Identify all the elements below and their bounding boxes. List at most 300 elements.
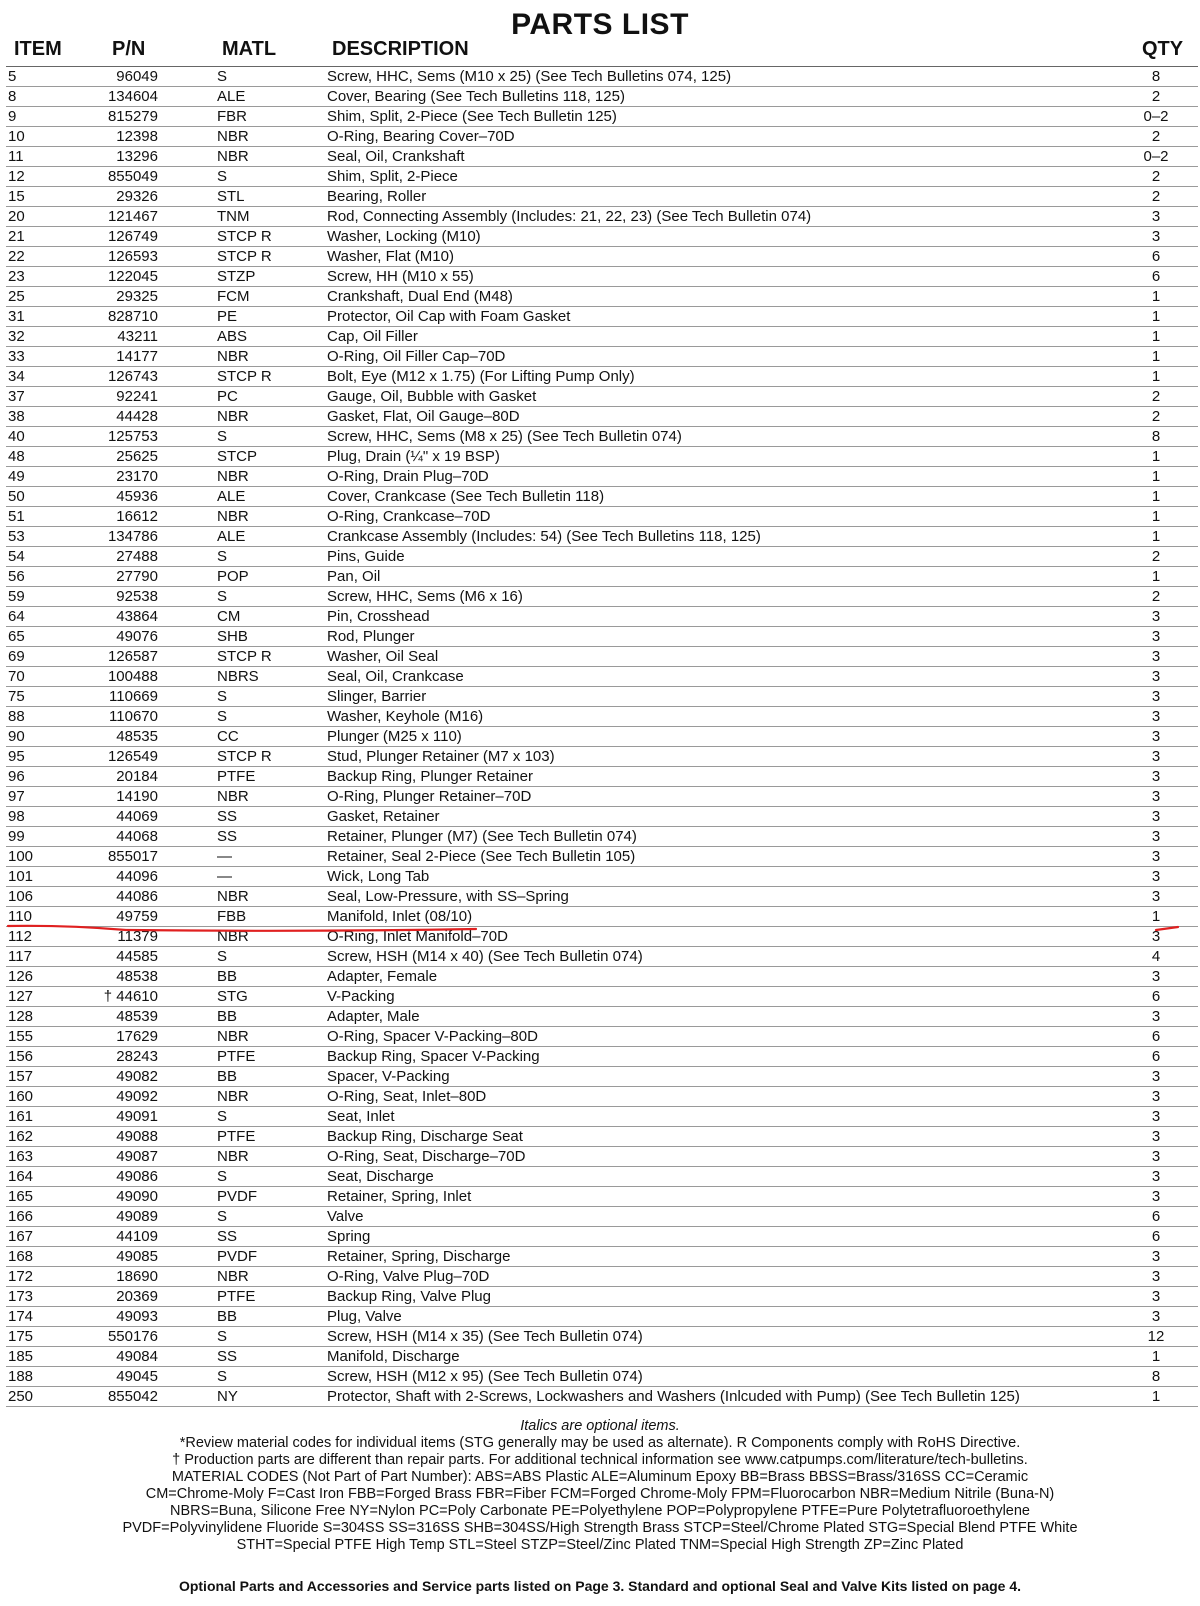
description: Cover, Bearing (See Tech Bulletins 118, 125) bbox=[327, 88, 625, 105]
material-code: STG bbox=[217, 988, 248, 1005]
item-number: 49 bbox=[8, 468, 25, 485]
part-number: 43864 bbox=[116, 608, 158, 625]
description: O-Ring, Valve Plug–70D bbox=[327, 1268, 490, 1285]
description: Protector, Oil Cap with Foam Gasket bbox=[327, 308, 571, 325]
table-row bbox=[6, 887, 1198, 907]
part-number: 110670 bbox=[109, 708, 158, 725]
quantity: 2 bbox=[1151, 388, 1161, 405]
quantity: 1 bbox=[1151, 1348, 1161, 1365]
quantity: 3 bbox=[1151, 1168, 1161, 1185]
part-number: 49090 bbox=[116, 1188, 158, 1205]
material-code: ALE bbox=[217, 88, 246, 105]
table-row bbox=[6, 427, 1198, 447]
item-number: 163 bbox=[8, 1148, 34, 1165]
item-number: 250 bbox=[8, 1388, 34, 1405]
quantity: 3 bbox=[1151, 808, 1161, 825]
quantity: 3 bbox=[1151, 628, 1161, 645]
item-number: 168 bbox=[8, 1248, 34, 1265]
part-number: 44086 bbox=[116, 888, 158, 905]
part-number: 92241 bbox=[116, 388, 158, 405]
description: Screw, HHC, Sems (M6 x 16) bbox=[327, 588, 523, 605]
quantity: 2 bbox=[1151, 408, 1161, 425]
part-number: 126749 bbox=[107, 228, 158, 245]
table-row bbox=[6, 1387, 1198, 1407]
quantity: 3 bbox=[1151, 1108, 1161, 1125]
quantity: 12 bbox=[1147, 1328, 1165, 1345]
table-row bbox=[6, 467, 1198, 487]
description: O-Ring, Seat, Discharge–70D bbox=[327, 1148, 526, 1165]
quantity: 3 bbox=[1151, 848, 1161, 865]
item-number: 174 bbox=[8, 1308, 34, 1325]
item-number: 20 bbox=[8, 208, 25, 225]
item-number: 23 bbox=[8, 268, 25, 285]
description: Washer, Locking (M10) bbox=[327, 228, 481, 245]
item-number: 100 bbox=[8, 848, 34, 865]
part-number: 49093 bbox=[116, 1308, 158, 1325]
material-code: NBR bbox=[217, 928, 249, 945]
table-row bbox=[6, 587, 1198, 607]
quantity: 1 bbox=[1151, 908, 1161, 925]
material-code: S bbox=[217, 1328, 228, 1345]
table-row bbox=[6, 787, 1198, 807]
item-number: 65 bbox=[8, 628, 25, 645]
table-row bbox=[6, 127, 1198, 147]
description: Retainer, Plunger (M7) (See Tech Bulletin 074) bbox=[327, 828, 637, 845]
material-code: NBR bbox=[217, 348, 249, 365]
material-code: PTFE bbox=[217, 1048, 256, 1065]
item-number: 117 bbox=[8, 948, 32, 965]
part-number: 44069 bbox=[116, 808, 158, 825]
material-code: NBR bbox=[217, 1088, 249, 1105]
part-number: 44428 bbox=[116, 408, 158, 425]
table-row bbox=[6, 667, 1198, 687]
part-number: 550176 bbox=[107, 1328, 158, 1345]
quantity: 1 bbox=[1151, 528, 1161, 545]
description: O-Ring, Plunger Retainer–70D bbox=[327, 788, 532, 805]
item-number: 38 bbox=[8, 408, 25, 425]
material-code: S bbox=[217, 168, 228, 185]
quantity: 1 bbox=[1151, 348, 1161, 365]
item-number: 95 bbox=[8, 748, 25, 765]
part-number: 126587 bbox=[107, 648, 158, 665]
item-number: 8 bbox=[8, 88, 17, 105]
description: Crankcase Assembly (Includes: 54) (See Tech Bulletins 118, 125) bbox=[327, 528, 761, 545]
item-number: 11 bbox=[8, 148, 24, 165]
material-code: STCP R bbox=[217, 248, 272, 265]
table-row bbox=[6, 807, 1198, 827]
item-number: 101 bbox=[8, 868, 34, 885]
quantity: 1 bbox=[1151, 308, 1161, 325]
material-code: S bbox=[217, 548, 228, 565]
table-row bbox=[6, 67, 1198, 87]
description: Spring bbox=[327, 1228, 371, 1245]
material-code: NBR bbox=[217, 508, 249, 525]
material-code: BB bbox=[217, 1308, 238, 1325]
description: Spacer, V-Packing bbox=[327, 1068, 450, 1085]
material-code: SS bbox=[217, 1228, 238, 1245]
table-row bbox=[6, 1087, 1198, 1107]
quantity: 6 bbox=[1151, 248, 1161, 265]
part-number: 92538 bbox=[116, 588, 158, 605]
material-code: ALE bbox=[217, 488, 246, 505]
material-code: SHB bbox=[217, 628, 248, 645]
part-number: 48539 bbox=[116, 1008, 158, 1025]
description: Bolt, Eye (M12 x 1.75) (For Lifting Pump Only) bbox=[327, 368, 635, 385]
quantity: 6 bbox=[1151, 268, 1161, 285]
table-row bbox=[6, 1147, 1198, 1167]
part-number: 28243 bbox=[116, 1048, 158, 1065]
description: Bearing, Roller bbox=[327, 188, 427, 205]
table-row bbox=[6, 987, 1198, 1007]
part-number: 134786 bbox=[107, 528, 158, 545]
quantity: 3 bbox=[1151, 1008, 1161, 1025]
header-qty: QTY bbox=[1142, 38, 1184, 60]
table-row bbox=[6, 107, 1198, 127]
item-number: 12 bbox=[8, 168, 25, 185]
item-number: 185 bbox=[8, 1348, 34, 1365]
quantity: 3 bbox=[1151, 1248, 1161, 1265]
description: V-Packing bbox=[327, 988, 395, 1005]
part-number: 12398 bbox=[116, 128, 158, 145]
part-number: 122045 bbox=[107, 268, 158, 285]
part-number: 126549 bbox=[107, 748, 158, 765]
part-number: † 44610 bbox=[103, 988, 158, 1005]
part-number: 13296 bbox=[116, 148, 158, 165]
material-code: — bbox=[217, 848, 232, 865]
description: Manifold, Inlet (08/10) bbox=[327, 908, 473, 925]
table-row bbox=[6, 827, 1198, 847]
item-number: 70 bbox=[8, 668, 25, 685]
material-code: TNM bbox=[217, 208, 250, 225]
table-row bbox=[6, 1007, 1198, 1027]
note-line: † Production parts are different than repair parts. For additional technical information see www.catpumps.com/literature/tech-bulletins. bbox=[172, 1452, 1028, 1468]
quantity: 8 bbox=[1151, 68, 1161, 85]
table-row bbox=[6, 1327, 1198, 1347]
material-code: NBR bbox=[217, 1148, 249, 1165]
note-line: PVDF=Polyvinylidene Fluoride S=304SS SS=316SS SHB=304SS/High Strength Brass STCP=Steel/Chrome Plated STG=Special Blend PTFE White bbox=[122, 1520, 1078, 1536]
quantity: 3 bbox=[1151, 1128, 1161, 1145]
description: O-Ring, Inlet Manifold–70D bbox=[327, 928, 508, 945]
item-number: 75 bbox=[8, 688, 25, 705]
table-row bbox=[6, 847, 1198, 867]
item-number: 97 bbox=[8, 788, 25, 805]
item-number: 166 bbox=[8, 1208, 34, 1225]
quantity: 3 bbox=[1151, 608, 1161, 625]
item-number: 34 bbox=[8, 368, 25, 385]
part-number: 29325 bbox=[116, 288, 158, 305]
item-number: 128 bbox=[8, 1008, 34, 1025]
quantity: 1 bbox=[1151, 488, 1161, 505]
material-code: S bbox=[217, 588, 228, 605]
item-number: 90 bbox=[8, 728, 25, 745]
table-row bbox=[6, 307, 1198, 327]
quantity: 3 bbox=[1151, 868, 1161, 885]
material-code: STCP R bbox=[217, 228, 272, 245]
item-number: 99 bbox=[8, 828, 25, 845]
material-code: NBR bbox=[217, 128, 249, 145]
quantity: 6 bbox=[1151, 1228, 1161, 1245]
material-code: STCP R bbox=[217, 368, 272, 385]
material-code: PVDF bbox=[217, 1248, 258, 1265]
description: Adapter, Male bbox=[327, 1008, 420, 1025]
description: O-Ring, Seat, Inlet–80D bbox=[327, 1088, 487, 1105]
quantity: 1 bbox=[1151, 468, 1161, 485]
note-line: *Review material codes for individual items (STG generally may be used as alternate). R Components comply with RoHS Directive. bbox=[179, 1435, 1021, 1451]
item-number: 50 bbox=[8, 488, 25, 505]
part-number: 134604 bbox=[107, 88, 158, 105]
material-code: SS bbox=[217, 828, 238, 845]
material-code: NBR bbox=[217, 888, 249, 905]
part-number: 44585 bbox=[116, 948, 158, 965]
material-code: STL bbox=[217, 188, 245, 205]
part-number: 48538 bbox=[116, 968, 158, 985]
item-number: 172 bbox=[8, 1268, 34, 1285]
item-number: 22 bbox=[8, 248, 25, 265]
part-number: 49088 bbox=[116, 1128, 158, 1145]
material-code: STZP bbox=[217, 268, 256, 285]
material-code: SS bbox=[217, 1348, 238, 1365]
quantity: 2 bbox=[1151, 548, 1161, 565]
table-row bbox=[6, 507, 1198, 527]
part-number: 11379 bbox=[117, 928, 158, 945]
item-number: 155 bbox=[8, 1028, 34, 1045]
material-code: STCP R bbox=[217, 648, 272, 665]
description: Washer, Keyhole (M16) bbox=[327, 708, 484, 725]
table-row bbox=[6, 267, 1198, 287]
header-item: ITEM bbox=[14, 38, 62, 60]
item-number: 162 bbox=[8, 1128, 34, 1145]
material-code: CC bbox=[217, 728, 239, 745]
table-row bbox=[6, 747, 1198, 767]
description: Screw, HHC, Sems (M8 x 25) (See Tech Bulletin 074) bbox=[327, 428, 682, 445]
table-row bbox=[6, 687, 1198, 707]
part-number: 126593 bbox=[107, 248, 158, 265]
description: Backup Ring, Discharge Seat bbox=[327, 1128, 523, 1145]
description: Rod, Connecting Assembly (Includes: 21, 22, 23) (See Tech Bulletin 074) bbox=[327, 208, 812, 225]
description: Protector, Shaft with 2-Screws, Lockwashers and Washers (Inlcuded with Pump) (See Tech Bulletin 125) bbox=[327, 1388, 1020, 1405]
description: Plug, Drain (¼" x 19 BSP) bbox=[327, 448, 500, 465]
table-row bbox=[6, 1267, 1198, 1287]
table-row bbox=[6, 547, 1198, 567]
material-code: FBR bbox=[217, 108, 247, 125]
material-code: NBR bbox=[217, 468, 249, 485]
description: Retainer, Seal 2-Piece (See Tech Bulletin 105) bbox=[327, 848, 636, 865]
table-row bbox=[6, 1247, 1198, 1267]
description: Pin, Crosshead bbox=[327, 608, 430, 625]
description: Seat, Discharge bbox=[327, 1168, 434, 1185]
description: Stud, Plunger Retainer (M7 x 103) bbox=[327, 748, 555, 765]
note-line: NBRS=Buna, Silicone Free NY=Nylon PC=Poly Carbonate PE=Polyethylene POP=Polypropylene PTFE=Pure Polytetrafluoroethylene bbox=[170, 1503, 1030, 1519]
description: Shim, Split, 2-Piece (See Tech Bulletin 125) bbox=[327, 108, 617, 125]
quantity: 1 bbox=[1151, 328, 1161, 345]
quantity: 3 bbox=[1151, 828, 1161, 845]
quantity: 3 bbox=[1151, 1268, 1161, 1285]
item-number: 110 bbox=[8, 908, 32, 925]
quantity: 3 bbox=[1151, 968, 1161, 985]
quantity: 8 bbox=[1151, 1368, 1161, 1385]
item-number: 21 bbox=[8, 228, 25, 245]
part-number: 110669 bbox=[109, 688, 158, 705]
table-row bbox=[6, 1187, 1198, 1207]
note-line: Italics are optional items. bbox=[520, 1418, 680, 1434]
table-row bbox=[6, 1047, 1198, 1067]
note-line: STHT=Special PTFE High Temp STL=Steel STZP=Steel/Zinc Plated TNM=Special High Strength ZP=Zinc Plated bbox=[236, 1537, 964, 1553]
quantity: 1 bbox=[1151, 448, 1161, 465]
item-number: 175 bbox=[8, 1328, 34, 1345]
part-number: 121467 bbox=[107, 208, 158, 225]
item-number: 88 bbox=[8, 708, 25, 725]
table-row bbox=[6, 87, 1198, 107]
material-code: CM bbox=[217, 608, 241, 625]
description: Screw, HH (M10 x 55) bbox=[327, 268, 474, 285]
description: Pins, Guide bbox=[327, 548, 405, 565]
table-row bbox=[6, 627, 1198, 647]
item-number: 156 bbox=[8, 1048, 34, 1065]
description: Screw, HSH (M14 x 35) (See Tech Bulletin 074) bbox=[327, 1328, 643, 1345]
table-row bbox=[6, 487, 1198, 507]
header-matl: MATL bbox=[222, 38, 277, 60]
description: O-Ring, Crankcase–70D bbox=[327, 508, 491, 525]
description: Screw, HHC, Sems (M10 x 25) (See Tech Bulletins 074, 125) bbox=[327, 68, 732, 85]
table-row bbox=[6, 1287, 1198, 1307]
part-number: 43211 bbox=[117, 328, 158, 345]
quantity: 3 bbox=[1151, 1288, 1161, 1305]
parts-table bbox=[6, 67, 1198, 1407]
item-number: 161 bbox=[8, 1108, 34, 1125]
material-code: S bbox=[217, 1368, 228, 1385]
quantity: 6 bbox=[1151, 1028, 1161, 1045]
item-number: 33 bbox=[8, 348, 25, 365]
description: Plug, Valve bbox=[327, 1308, 402, 1325]
description: Crankshaft, Dual End (M48) bbox=[327, 288, 513, 305]
part-number: 25625 bbox=[116, 448, 158, 465]
item-number: 127 bbox=[8, 988, 34, 1005]
description: Backup Ring, Spacer V-Packing bbox=[327, 1048, 540, 1065]
item-number: 157 bbox=[8, 1068, 34, 1085]
quantity: 3 bbox=[1151, 688, 1161, 705]
material-code: S bbox=[217, 428, 228, 445]
material-code: PTFE bbox=[217, 1128, 256, 1145]
description: Washer, Oil Seal bbox=[327, 648, 439, 665]
note-line: CM=Chrome-Moly F=Cast Iron FBB=Forged Brass FBR=Fiber FCM=Forged Chrome-Moly FPM=Fluorocarbon NBR=Medium Nitrile (Buna-N) bbox=[145, 1486, 1055, 1502]
item-number: 64 bbox=[8, 608, 25, 625]
description: Gasket, Retainer bbox=[327, 808, 440, 825]
quantity: 3 bbox=[1151, 1088, 1161, 1105]
material-code: NBR bbox=[217, 788, 249, 805]
item-number: 15 bbox=[8, 188, 25, 205]
description: O-Ring, Drain Plug–70D bbox=[327, 468, 489, 485]
material-code: S bbox=[217, 688, 228, 705]
part-number: 855017 bbox=[107, 848, 158, 865]
material-code: STCP R bbox=[217, 748, 272, 765]
part-number: 27488 bbox=[116, 548, 158, 565]
material-code: NBR bbox=[217, 1268, 249, 1285]
material-code: POP bbox=[217, 568, 249, 585]
part-number: 17629 bbox=[116, 1028, 158, 1045]
quantity: 2 bbox=[1151, 128, 1161, 145]
material-code: STCP bbox=[217, 448, 258, 465]
header-description: DESCRIPTION bbox=[332, 38, 469, 60]
material-code: S bbox=[217, 708, 228, 725]
material-code: NBR bbox=[217, 408, 249, 425]
table-row bbox=[6, 167, 1198, 187]
item-number: 167 bbox=[8, 1228, 34, 1245]
description: Adapter, Female bbox=[327, 968, 438, 985]
table-row bbox=[6, 647, 1198, 667]
item-number: 10 bbox=[8, 128, 25, 145]
description: Rod, Plunger bbox=[327, 628, 415, 645]
quantity: 2 bbox=[1151, 88, 1161, 105]
part-number: 828710 bbox=[107, 308, 158, 325]
material-code: BB bbox=[217, 1068, 238, 1085]
table-row bbox=[6, 227, 1198, 247]
description: Washer, Flat (M10) bbox=[327, 248, 454, 265]
material-code: NBR bbox=[217, 148, 249, 165]
description: Retainer, Spring, Inlet bbox=[327, 1188, 472, 1205]
table-row bbox=[6, 767, 1198, 787]
part-number: 44109 bbox=[116, 1228, 158, 1245]
quantity: 3 bbox=[1151, 728, 1161, 745]
table-row bbox=[6, 1167, 1198, 1187]
part-number: 49084 bbox=[116, 1348, 158, 1365]
quantity: 3 bbox=[1151, 668, 1161, 685]
note-line: MATERIAL CODES (Not Part of Part Number): ABS=ABS Plastic ALE=Aluminum Epoxy BB=Brass BBSS=Brass/316SS CC=Ceramic bbox=[171, 1469, 1029, 1485]
item-number: 25 bbox=[8, 288, 25, 305]
description: Pan, Oil bbox=[327, 568, 381, 585]
item-number: 188 bbox=[8, 1368, 34, 1385]
quantity: 3 bbox=[1151, 768, 1161, 785]
table-row bbox=[6, 907, 1198, 927]
material-code: FBB bbox=[217, 908, 247, 925]
material-code: — bbox=[217, 868, 232, 885]
material-code: PTFE bbox=[217, 1288, 256, 1305]
part-number: 23170 bbox=[116, 468, 158, 485]
table-row bbox=[6, 607, 1198, 627]
part-number: 29326 bbox=[116, 188, 158, 205]
quantity: 3 bbox=[1151, 1148, 1161, 1165]
table-row bbox=[6, 567, 1198, 587]
part-number: 45936 bbox=[116, 488, 158, 505]
part-number: 125753 bbox=[107, 428, 158, 445]
material-code: S bbox=[217, 1168, 228, 1185]
item-number: 69 bbox=[8, 648, 25, 665]
quantity: 1 bbox=[1151, 1388, 1161, 1405]
description: Screw, HSH (M12 x 95) (See Tech Bulletin 074) bbox=[327, 1368, 643, 1385]
part-number: 100488 bbox=[107, 668, 158, 685]
material-code: S bbox=[217, 1208, 228, 1225]
quantity: 8 bbox=[1151, 428, 1161, 445]
quantity: 1 bbox=[1151, 568, 1161, 585]
material-code: S bbox=[217, 1108, 228, 1125]
part-number: 14177 bbox=[116, 348, 158, 365]
quantity: 3 bbox=[1151, 928, 1161, 945]
material-code: S bbox=[217, 68, 228, 85]
quantity: 3 bbox=[1151, 1188, 1161, 1205]
quantity: 3 bbox=[1151, 748, 1161, 765]
material-code: NBR bbox=[217, 1028, 249, 1045]
quantity: 3 bbox=[1151, 648, 1161, 665]
description: Wick, Long Tab bbox=[327, 868, 430, 885]
quantity: 1 bbox=[1151, 508, 1161, 525]
material-code: BB bbox=[217, 968, 238, 985]
item-number: 51 bbox=[8, 508, 25, 525]
part-number: 855042 bbox=[107, 1388, 158, 1405]
table-row bbox=[6, 1307, 1198, 1327]
item-number: 160 bbox=[8, 1088, 34, 1105]
table-row bbox=[6, 247, 1198, 267]
part-number: 14190 bbox=[116, 788, 158, 805]
quantity: 6 bbox=[1151, 988, 1161, 1005]
